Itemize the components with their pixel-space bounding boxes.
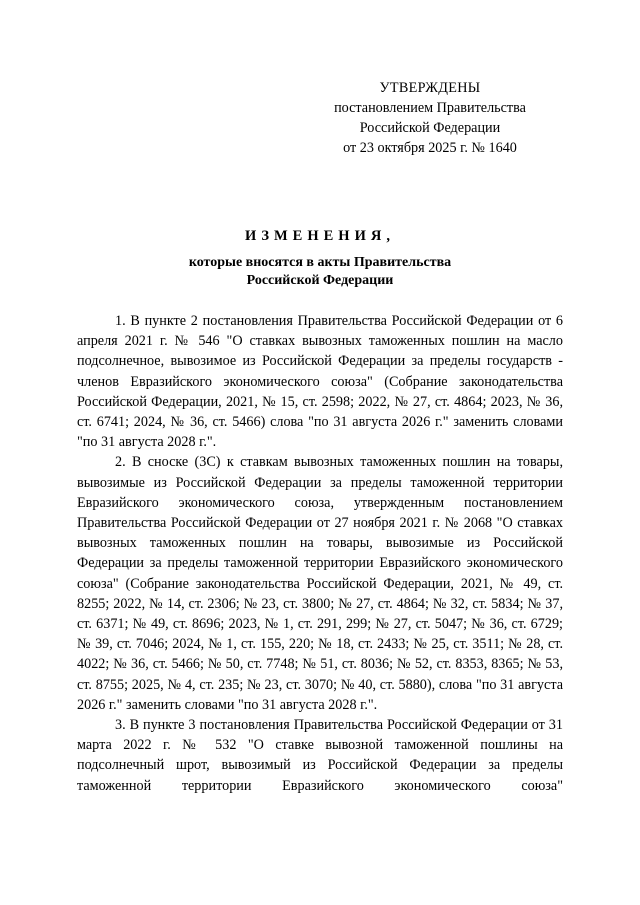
document-body xyxy=(77,311,563,796)
approval-block xyxy=(300,78,560,158)
document-title: ИЗМЕНЕНИЯ, xyxy=(245,228,395,244)
document-subtitle xyxy=(60,254,580,290)
paragraph-2: 2. В сноске (3С) к ставкам вывозных таможенных пошлин на товары, вывозимые из Российской Федерации за пределы таможенной территории Евразийского экономического союза, утвержденным постановлением Правительства Российской Федерации от 27 ноября 2021 г. № 2068 "О ставках вывозных таможенных пошлин на товары, вывозимые из Российской Федерации за пределы таможенной территории Евразийского экономического союза" (Собрание законодательства Российской Федерации, 2021, № 49, ст. 8255; 2022, № 14, ст. 2306; № 23, ст. 3800; № 27, ст. 4864; № 32, ст. 5834; № 37, ст. 6371; № 49, ст. 8696; 2023, № 1, ст. 291, 299; № 27, ст. 5047; № 36, ст. 6729; № 39, ст. 7046; 2024, № 1, ст. 155, 220; № 18, ст. 2433; № 25, ст. 3511; № 28, ст. 4022; № 36, ст. 5466; № 50, ст. 7748; № 51, ст. 8036; № 52, ст. 8353, 8365; № 53, ст. 8755; 2025, № 4, ст. 235; № 23, ст. 3070; № 40, ст. 5880), слова "по 31 августа 2026 г." заменить словами "по 31 августа 2028 г.". xyxy=(77,454,563,713)
title-block xyxy=(60,226,580,290)
paragraph-1: 1. В пункте 2 постановления Правительства Российской Федерации от 6 апреля 2021 г. № 546 "О ставках вывозных таможенных пошлин на масло подсолнечное, вывозимое из Российской Федерации за пределы государств - членов Евразийского экономического союза" (Собрание законодательства Российской Федерации, 2021, № 15, ст. 2598; 2022, № 27, ст. 4864; 2023, № 36, ст. 6741; 2024, № 36, ст. 5466) слова "по 31 августа 2026 г." заменить словами "по 31 августа 2028 г.". xyxy=(77,313,563,451)
subtitle-line-2: Российской Федерации xyxy=(246,273,394,288)
approval-line-3: от 23 октября 2025 г. № 1640 xyxy=(343,140,517,156)
paragraph-3: 3. В пункте 3 постановления Правительства Российской Федерации от 31 марта 2022 г. № 532 "О ставке вывозной таможенной пошлины на подсолнечный шрот, вывозимый из Российской Федерации за пределы таможенной территории Евразийского экономического союза" xyxy=(77,717,563,794)
approval-line-2: Российской Федерации xyxy=(359,120,501,136)
subtitle-line-1: которые вносятся в акты Правительства xyxy=(188,255,452,270)
approved-label: УТВЕРЖДЕНЫ xyxy=(379,80,481,96)
approval-line-1: постановлением Правительства xyxy=(334,100,526,116)
